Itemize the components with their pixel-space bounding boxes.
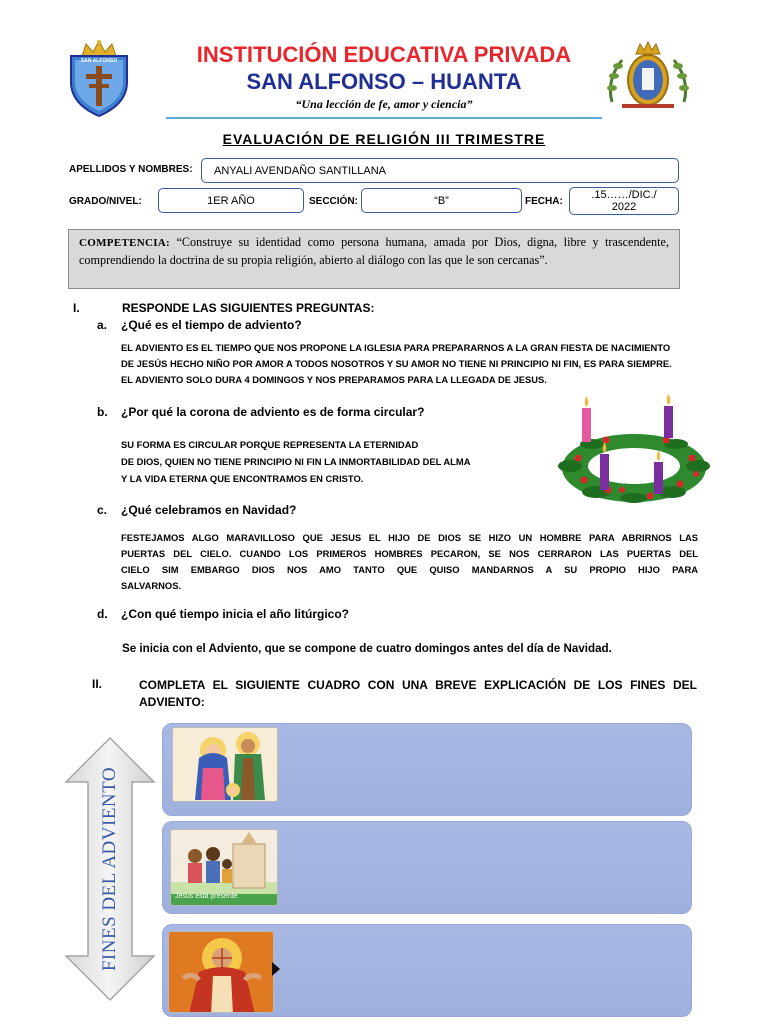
answer-c-line: SALVARNOS. bbox=[121, 580, 182, 591]
christ-king-image bbox=[168, 931, 274, 1013]
names-label: APELLIDOS Y NOMBRES: bbox=[69, 164, 193, 175]
section2-title bbox=[139, 677, 697, 711]
answer-b-line: Y LA VIDA ETERNA QUE ENCONTRAMOS EN CRISTO. bbox=[121, 473, 364, 484]
answer-c-line: FESTEJAMOS ALGO MARAVILLOSO QUE JESUS EL HIJO DE DIOS SE HIZO UN HOMBRE PARA ABRIRNOS LAS bbox=[121, 532, 698, 543]
section-value: “B” bbox=[434, 194, 449, 207]
grade-label: GRADO/NIVEL: bbox=[69, 196, 142, 207]
header-divider bbox=[166, 117, 602, 119]
answer-b-line: DE DIOS, QUIEN NO TIENE PRINCIPIO NI FIN LA INMORTABILIDAD DEL ALMA bbox=[121, 456, 471, 467]
competencia-label: COMPETENCIA: bbox=[79, 237, 170, 249]
names-value: ANYALI AVENDAÑO SANTILLANA bbox=[214, 164, 386, 177]
fines-arrow-label: FINES DEL ADVIENTO bbox=[99, 766, 120, 972]
answer-d: Se inicia con el Adviento, que se compone de cuatro domingos antes del día de Navidad. bbox=[122, 642, 612, 655]
exam-title: EVALUACIÓN DE RELIGIÓN III TRIMESTRE bbox=[222, 131, 546, 147]
date-value-line2: 2022 bbox=[611, 201, 637, 213]
section2-title-line2: ADVIENTO: bbox=[139, 695, 205, 709]
school-name-line1: INSTITUCIÓN EDUCATIVA PRIVADA bbox=[196, 42, 572, 67]
answer-a-line: EL ADVIENTO ES EL TIEMPO QUE NOS PROPONE LA IGLESIA PARA PREPARARNOS A LA GRAN FIESTA DE NACIMIENTO bbox=[121, 342, 671, 353]
section2-title-line1: COMPLETA EL SIGUIENTE CUADRO CON UNA BREVE EXPLICACIÓN DE LOS FINES DEL bbox=[139, 678, 697, 692]
cursor-mark bbox=[272, 962, 280, 976]
answer-c-line: PUERTAS DEL CIELO. CUANDO LOS PRIMEROS HOMBRES PECARON, SE NOS CERRARON LAS PUERTAS DEL bbox=[121, 548, 698, 559]
school-logo bbox=[66, 38, 132, 118]
question-a: ¿Qué es el tiempo de adviento? bbox=[121, 318, 302, 332]
answer-b bbox=[121, 436, 541, 487]
question-d-letter: d. bbox=[97, 607, 108, 621]
answer-c bbox=[121, 530, 698, 594]
question-d: ¿Con qué tiempo inicia el año litúrgico? bbox=[121, 607, 350, 621]
section1-number: I. bbox=[73, 301, 80, 315]
question-c-letter: c. bbox=[97, 503, 108, 517]
competencia-box bbox=[68, 229, 680, 289]
grade-value: 1ER AÑO bbox=[207, 194, 255, 207]
section1-title: RESPONDE LAS SIGUIENTES PREGUNTAS: bbox=[122, 301, 375, 315]
date-label: FECHA: bbox=[525, 196, 563, 207]
section2-number: II. bbox=[92, 677, 103, 691]
answer-a-line: DE JESÚS HECHO NIÑO POR AMOR A TODOS NOSOTROS Y SU AMOR NO TIENE NI PRINCIPIO NI FIN, ES PARA SIEMPRE. bbox=[121, 358, 672, 369]
logo-text: SAN ALFONSO bbox=[80, 58, 118, 64]
school-motto: “Una lección de fe, amor y ciencia” bbox=[295, 97, 473, 111]
school-name-line2: SAN ALFONSO – HUANTA bbox=[246, 69, 522, 94]
grade-field[interactable] bbox=[158, 188, 304, 213]
section-label: SECCIÓN: bbox=[309, 196, 358, 207]
advent-wreath-image bbox=[556, 392, 712, 510]
question-b-letter: b. bbox=[97, 405, 108, 419]
question-b: ¿Por qué la corona de adviento es de forma circular? bbox=[121, 405, 425, 419]
names-field[interactable] bbox=[201, 158, 679, 183]
date-value-line1: .15……/DIC./ bbox=[591, 189, 657, 201]
competencia-text: “Construye su identidad como persona humana, amada por Dios, digna, libre y trascendente, comprendiendo la doctrina de su propia religión, abierto al diálogo con las que le son cercanas”. bbox=[79, 235, 669, 267]
question-c: ¿Qué celebramos en Navidad? bbox=[121, 503, 297, 517]
question-a-letter: a. bbox=[97, 318, 108, 332]
answer-b-line: SU FORMA ES CIRCULAR PORQUE REPRESENTA LA ETERNIDAD bbox=[121, 439, 419, 450]
holy-family-image bbox=[172, 727, 278, 802]
answer-a bbox=[121, 340, 701, 388]
section-field[interactable] bbox=[361, 188, 522, 213]
answer-a-line: EL ADVIENTO SOLO DURA 4 DOMINGOS Y NOS PREPARAMOS PARA LA LLEGADA DE JESUS. bbox=[121, 374, 547, 385]
date-field[interactable] bbox=[569, 187, 679, 215]
answer-c-line: CIELO SIM EMBARGO DIOS NOS AMO TANTO QUE QUISO MANDARNOS A SU PROPIO HIJO PARA bbox=[121, 564, 698, 575]
family-praying-caption: Jesus está presente bbox=[175, 893, 238, 900]
